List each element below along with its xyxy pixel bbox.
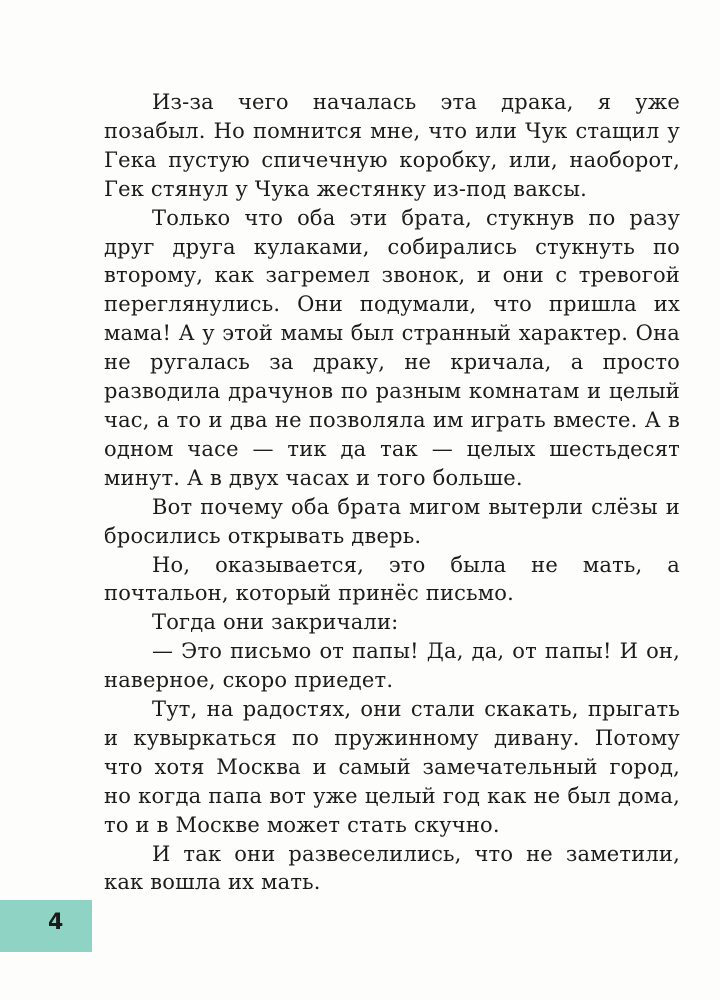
paragraph-4: Но, оказывается, это была не мать, а почтальон, который принёс письмо. (104, 552, 680, 606)
paragraph-8: И так они развеселились, что не заметили, как вошла их мать. (104, 841, 680, 895)
paragraph-1: Из-за чего началась эта драка, я уже позабыл. Но помнится мне, что или Чук стащил у Гека пустую спичечную коробку, или, наоборот, Гек стянул у Чука жестянку из-под ваксы. (104, 90, 680, 201)
page-number-box (0, 900, 92, 952)
paragraph-6: — Это письмо от папы! Да, да, от папы! И он, наверное, скоро приедет. (104, 639, 680, 693)
paragraph-2: Только что оба эти брата, стукнув по разу друг друга кулаками, собирались стукнуть по второму, как загремел звонок, и они с тревогой переглянулись. Они подумали, что пришла их мама! А у этой мамы был странный характер. Она не ругалась за драку, не кричала, а просто разводила драчунов по разным комнатам и целый час, а то и два не позволяла им играть вместе. А в одном часе — тик да так — целых шестьдесят минут. А в двух часах и того больше. (104, 205, 680, 490)
page-text (104, 88, 680, 897)
paragraph-3: Вот почему оба брата мигом вытерли слёзы и бросились открывать дверь. (104, 494, 680, 548)
paragraph-7: Тут, на радостях, они стали скакать, прыгать и кувыркаться по пружинному дивану. Потому что хотя Москва и самый замечательный город, но когда папа вот уже целый год как не был дома, то и в Москве может стать скучно. (104, 697, 680, 837)
paragraph-5: Тогда они закричали: (152, 610, 399, 635)
page-number: 4 (48, 910, 64, 935)
